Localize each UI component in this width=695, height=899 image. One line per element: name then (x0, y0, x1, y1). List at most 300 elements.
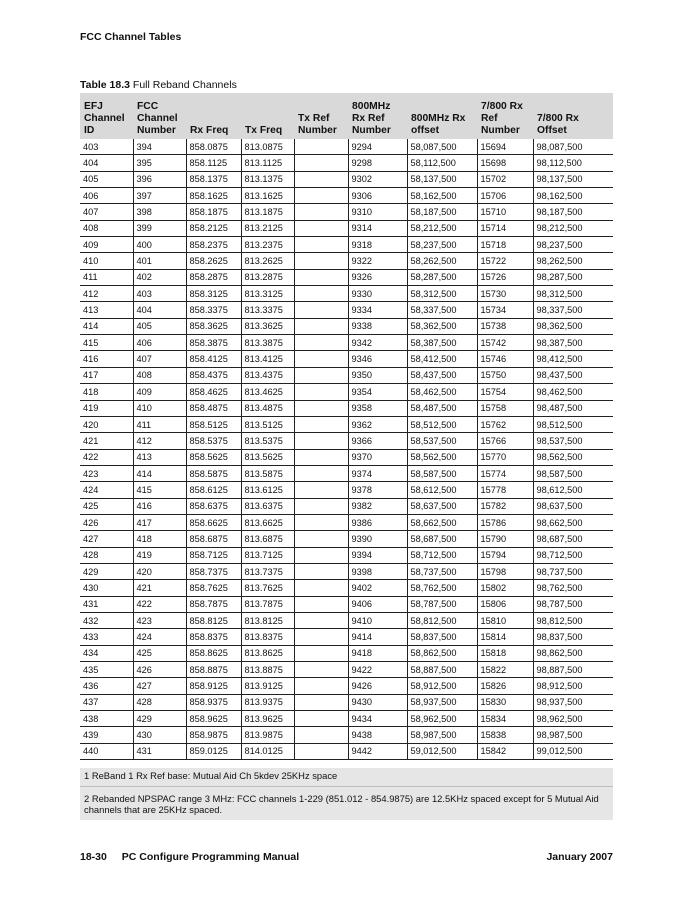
cell-7-800-rx-offset: 98,837,500 (533, 629, 613, 645)
cell-800mhz-rx-ref-number: 9334 (348, 302, 407, 318)
col-header-800mhz-rx-offset: 800MHz Rx offset (407, 93, 477, 139)
cell-efj-channel-id: 440 (80, 743, 133, 759)
cell-tx-freq: 813.4375 (241, 367, 294, 383)
cell-tx-ref-number (294, 253, 348, 269)
cell-7-800-rx-offset: 98,262,500 (533, 253, 613, 269)
cell-800mhz-rx-ref-number: 9390 (348, 531, 407, 547)
cell-7-800-rx-offset: 98,912,500 (533, 678, 613, 694)
cell-fcc-channel-number: 397 (133, 188, 186, 204)
table-row (80, 531, 613, 547)
cell-800mhz-rx-ref-number: 9398 (348, 563, 407, 579)
cell-fcc-channel-number: 420 (133, 563, 186, 579)
table-row (80, 711, 613, 727)
cell-800mhz-rx-offset: 58,287,500 (407, 269, 477, 285)
cell-rx-freq: 858.6875 (186, 531, 241, 547)
col-header-efj-channel-id: EFJ Channel ID (80, 93, 133, 139)
cell-tx-ref-number (294, 596, 348, 612)
cell-7-800-rx-ref-number: 15838 (477, 727, 533, 743)
cell-fcc-channel-number: 401 (133, 253, 186, 269)
cell-7-800-rx-ref-number: 15710 (477, 204, 533, 220)
cell-tx-ref-number (294, 580, 348, 596)
table-row (80, 563, 613, 579)
cell-800mhz-rx-offset: 58,337,500 (407, 302, 477, 318)
cell-tx-freq: 813.0875 (241, 139, 294, 155)
cell-7-800-rx-ref-number: 15782 (477, 498, 533, 514)
cell-rx-freq: 858.1625 (186, 188, 241, 204)
table-row (80, 662, 613, 678)
cell-fcc-channel-number: 409 (133, 384, 186, 400)
col-header-7-800-rx-offset: 7/800 Rx Offset (533, 93, 613, 139)
cell-efj-channel-id: 422 (80, 449, 133, 465)
cell-efj-channel-id: 411 (80, 269, 133, 285)
cell-7-800-rx-offset: 98,237,500 (533, 237, 613, 253)
cell-efj-channel-id: 436 (80, 678, 133, 694)
cell-fcc-channel-number: 418 (133, 531, 186, 547)
cell-tx-freq: 813.4125 (241, 351, 294, 367)
cell-fcc-channel-number: 419 (133, 547, 186, 563)
cell-800mhz-rx-ref-number: 9314 (348, 220, 407, 236)
cell-800mhz-rx-ref-number: 9386 (348, 514, 407, 530)
reband-channels-table (80, 93, 613, 760)
cell-rx-freq: 858.5375 (186, 433, 241, 449)
cell-fcc-channel-number: 403 (133, 286, 186, 302)
cell-rx-freq: 858.7625 (186, 580, 241, 596)
cell-efj-channel-id: 406 (80, 188, 133, 204)
cell-tx-ref-number (294, 220, 348, 236)
cell-efj-channel-id: 414 (80, 318, 133, 334)
cell-7-800-rx-offset: 98,412,500 (533, 351, 613, 367)
table-row (80, 678, 613, 694)
cell-800mhz-rx-ref-number: 9378 (348, 482, 407, 498)
cell-tx-freq: 813.6375 (241, 498, 294, 514)
cell-efj-channel-id: 413 (80, 302, 133, 318)
cell-tx-freq: 813.5125 (241, 416, 294, 432)
cell-rx-freq: 858.5875 (186, 465, 241, 481)
cell-fcc-channel-number: 424 (133, 629, 186, 645)
table-row (80, 237, 613, 253)
cell-7-800-rx-offset: 98,862,500 (533, 645, 613, 661)
table-row (80, 384, 613, 400)
cell-800mhz-rx-ref-number: 9322 (348, 253, 407, 269)
cell-efj-channel-id: 439 (80, 727, 133, 743)
cell-7-800-rx-ref-number: 15794 (477, 547, 533, 563)
cell-7-800-rx-offset: 98,587,500 (533, 465, 613, 481)
cell-7-800-rx-offset: 98,387,500 (533, 335, 613, 351)
cell-7-800-rx-ref-number: 15786 (477, 514, 533, 530)
cell-800mhz-rx-offset: 59,012,500 (407, 743, 477, 759)
cell-7-800-rx-offset: 98,662,500 (533, 514, 613, 530)
cell-800mhz-rx-offset: 58,862,500 (407, 645, 477, 661)
cell-7-800-rx-ref-number: 15778 (477, 482, 533, 498)
table-row (80, 286, 613, 302)
cell-tx-ref-number (294, 188, 348, 204)
cell-efj-channel-id: 407 (80, 204, 133, 220)
cell-800mhz-rx-ref-number: 9434 (348, 711, 407, 727)
cell-rx-freq: 858.3125 (186, 286, 241, 302)
cell-800mhz-rx-offset: 58,512,500 (407, 416, 477, 432)
cell-tx-ref-number (294, 302, 348, 318)
table-row (80, 367, 613, 383)
cell-fcc-channel-number: 431 (133, 743, 186, 759)
table-row (80, 188, 613, 204)
cell-tx-ref-number (294, 645, 348, 661)
cell-800mhz-rx-ref-number: 9358 (348, 400, 407, 416)
cell-tx-freq: 813.3875 (241, 335, 294, 351)
cell-tx-freq: 813.3125 (241, 286, 294, 302)
cell-800mhz-rx-offset: 58,737,500 (407, 563, 477, 579)
cell-efj-channel-id: 437 (80, 694, 133, 710)
col-header-tx-freq: Tx Freq (241, 93, 294, 139)
cell-tx-freq: 813.8625 (241, 645, 294, 661)
table-row (80, 139, 613, 155)
cell-rx-freq: 859.0125 (186, 743, 241, 759)
cell-rx-freq: 858.6125 (186, 482, 241, 498)
cell-7-800-rx-offset: 98,312,500 (533, 286, 613, 302)
cell-800mhz-rx-offset: 58,212,500 (407, 220, 477, 236)
cell-fcc-channel-number: 400 (133, 237, 186, 253)
cell-800mhz-rx-offset: 58,262,500 (407, 253, 477, 269)
cell-fcc-channel-number: 399 (133, 220, 186, 236)
cell-tx-freq: 813.4875 (241, 400, 294, 416)
cell-efj-channel-id: 416 (80, 351, 133, 367)
cell-7-800-rx-ref-number: 15790 (477, 531, 533, 547)
cell-tx-ref-number (294, 269, 348, 285)
cell-7-800-rx-offset: 98,087,500 (533, 139, 613, 155)
table-row (80, 743, 613, 759)
cell-efj-channel-id: 404 (80, 155, 133, 171)
table-row (80, 416, 613, 432)
cell-tx-ref-number (294, 367, 348, 383)
cell-7-800-rx-offset: 98,887,500 (533, 662, 613, 678)
table-notes (80, 768, 613, 820)
cell-tx-ref-number (294, 498, 348, 514)
cell-efj-channel-id: 415 (80, 335, 133, 351)
cell-tx-freq: 813.8875 (241, 662, 294, 678)
table-row (80, 155, 613, 171)
page-number: 18-30 (80, 851, 107, 863)
cell-800mhz-rx-offset: 58,387,500 (407, 335, 477, 351)
cell-tx-ref-number (294, 482, 348, 498)
cell-tx-ref-number (294, 318, 348, 334)
cell-efj-channel-id: 408 (80, 220, 133, 236)
cell-tx-freq: 813.9375 (241, 694, 294, 710)
cell-7-800-rx-ref-number: 15834 (477, 711, 533, 727)
cell-7-800-rx-offset: 98,512,500 (533, 416, 613, 432)
table-row (80, 171, 613, 187)
cell-800mhz-rx-ref-number: 9438 (348, 727, 407, 743)
cell-7-800-rx-ref-number: 15818 (477, 645, 533, 661)
cell-7-800-rx-offset: 98,987,500 (533, 727, 613, 743)
cell-rx-freq: 858.5625 (186, 449, 241, 465)
cell-800mhz-rx-offset: 58,687,500 (407, 531, 477, 547)
cell-tx-freq: 814.0125 (241, 743, 294, 759)
cell-fcc-channel-number: 425 (133, 645, 186, 661)
cell-efj-channel-id: 426 (80, 514, 133, 530)
cell-tx-ref-number (294, 547, 348, 563)
cell-7-800-rx-ref-number: 15702 (477, 171, 533, 187)
table-row (80, 204, 613, 220)
running-head: FCC Channel Tables (80, 31, 182, 43)
cell-tx-freq: 813.3625 (241, 318, 294, 334)
cell-fcc-channel-number: 417 (133, 514, 186, 530)
cell-7-800-rx-ref-number: 15802 (477, 580, 533, 596)
cell-fcc-channel-number: 429 (133, 711, 186, 727)
cell-tx-freq: 813.6125 (241, 482, 294, 498)
cell-800mhz-rx-offset: 58,937,500 (407, 694, 477, 710)
cell-tx-ref-number (294, 416, 348, 432)
cell-tx-ref-number (294, 449, 348, 465)
table-row (80, 253, 613, 269)
cell-rx-freq: 858.8625 (186, 645, 241, 661)
cell-7-800-rx-offset: 98,287,500 (533, 269, 613, 285)
cell-rx-freq: 858.8125 (186, 612, 241, 628)
cell-7-800-rx-offset: 98,937,500 (533, 694, 613, 710)
cell-7-800-rx-ref-number: 15698 (477, 155, 533, 171)
cell-rx-freq: 858.2375 (186, 237, 241, 253)
cell-7-800-rx-offset: 98,162,500 (533, 188, 613, 204)
cell-7-800-rx-ref-number: 15814 (477, 629, 533, 645)
cell-efj-channel-id: 427 (80, 531, 133, 547)
cell-tx-ref-number (294, 465, 348, 481)
cell-7-800-rx-offset: 98,787,500 (533, 596, 613, 612)
cell-tx-freq: 813.7875 (241, 596, 294, 612)
cell-7-800-rx-ref-number: 15806 (477, 596, 533, 612)
cell-tx-freq: 813.7375 (241, 563, 294, 579)
cell-tx-ref-number (294, 531, 348, 547)
cell-fcc-channel-number: 421 (133, 580, 186, 596)
cell-efj-channel-id: 417 (80, 367, 133, 383)
cell-fcc-channel-number: 404 (133, 302, 186, 318)
cell-rx-freq: 858.7375 (186, 563, 241, 579)
cell-800mhz-rx-offset: 58,437,500 (407, 367, 477, 383)
cell-fcc-channel-number: 416 (133, 498, 186, 514)
cell-7-800-rx-offset: 98,437,500 (533, 367, 613, 383)
cell-7-800-rx-offset: 98,737,500 (533, 563, 613, 579)
cell-tx-ref-number (294, 711, 348, 727)
cell-800mhz-rx-ref-number: 9414 (348, 629, 407, 645)
cell-7-800-rx-offset: 98,112,500 (533, 155, 613, 171)
cell-7-800-rx-offset: 98,762,500 (533, 580, 613, 596)
cell-800mhz-rx-ref-number: 9318 (348, 237, 407, 253)
cell-fcc-channel-number: 430 (133, 727, 186, 743)
cell-7-800-rx-ref-number: 15734 (477, 302, 533, 318)
cell-fcc-channel-number: 408 (133, 367, 186, 383)
cell-800mhz-rx-ref-number: 9294 (348, 139, 407, 155)
cell-tx-freq: 813.6625 (241, 514, 294, 530)
cell-fcc-channel-number: 427 (133, 678, 186, 694)
cell-7-800-rx-offset: 98,337,500 (533, 302, 613, 318)
cell-800mhz-rx-ref-number: 9350 (348, 367, 407, 383)
cell-rx-freq: 858.8375 (186, 629, 241, 645)
cell-rx-freq: 858.1125 (186, 155, 241, 171)
cell-7-800-rx-offset: 98,962,500 (533, 711, 613, 727)
cell-tx-ref-number (294, 433, 348, 449)
cell-tx-ref-number (294, 400, 348, 416)
cell-efj-channel-id: 405 (80, 171, 133, 187)
table-row (80, 482, 613, 498)
cell-rx-freq: 858.5125 (186, 416, 241, 432)
cell-tx-freq: 813.8125 (241, 612, 294, 628)
cell-7-800-rx-offset: 98,612,500 (533, 482, 613, 498)
cell-800mhz-rx-ref-number: 9338 (348, 318, 407, 334)
cell-tx-ref-number (294, 351, 348, 367)
cell-800mhz-rx-offset: 58,362,500 (407, 318, 477, 334)
cell-tx-freq: 813.1875 (241, 204, 294, 220)
table-row (80, 302, 613, 318)
cell-fcc-channel-number: 428 (133, 694, 186, 710)
cell-7-800-rx-offset: 98,462,500 (533, 384, 613, 400)
cell-7-800-rx-ref-number: 15830 (477, 694, 533, 710)
cell-tx-ref-number (294, 155, 348, 171)
cell-efj-channel-id: 420 (80, 416, 133, 432)
cell-tx-freq: 813.1625 (241, 188, 294, 204)
col-header-7-800-rx-ref-number: 7/800 Rx Ref Number (477, 93, 533, 139)
cell-800mhz-rx-ref-number: 9310 (348, 204, 407, 220)
cell-7-800-rx-offset: 98,637,500 (533, 498, 613, 514)
cell-fcc-channel-number: 406 (133, 335, 186, 351)
cell-fcc-channel-number: 415 (133, 482, 186, 498)
cell-rx-freq: 858.2625 (186, 253, 241, 269)
cell-7-800-rx-offset: 98,487,500 (533, 400, 613, 416)
cell-800mhz-rx-ref-number: 9370 (348, 449, 407, 465)
cell-tx-ref-number (294, 694, 348, 710)
cell-tx-ref-number (294, 237, 348, 253)
cell-tx-freq: 813.1125 (241, 155, 294, 171)
cell-tx-ref-number (294, 678, 348, 694)
table-row (80, 498, 613, 514)
cell-800mhz-rx-offset: 58,662,500 (407, 514, 477, 530)
table-row (80, 269, 613, 285)
cell-800mhz-rx-ref-number: 9394 (348, 547, 407, 563)
cell-7-800-rx-ref-number: 15694 (477, 139, 533, 155)
cell-fcc-channel-number: 414 (133, 465, 186, 481)
cell-tx-ref-number (294, 743, 348, 759)
cell-tx-freq: 813.9125 (241, 678, 294, 694)
cell-800mhz-rx-ref-number: 9406 (348, 596, 407, 612)
cell-tx-freq: 813.5875 (241, 465, 294, 481)
cell-rx-freq: 858.4125 (186, 351, 241, 367)
cell-7-800-rx-ref-number: 15770 (477, 449, 533, 465)
cell-rx-freq: 858.4625 (186, 384, 241, 400)
cell-efj-channel-id: 430 (80, 580, 133, 596)
cell-7-800-rx-offset: 98,562,500 (533, 449, 613, 465)
cell-800mhz-rx-ref-number: 9346 (348, 351, 407, 367)
cell-rx-freq: 858.6625 (186, 514, 241, 530)
cell-fcc-channel-number: 396 (133, 171, 186, 187)
cell-7-800-rx-ref-number: 15714 (477, 220, 533, 236)
cell-fcc-channel-number: 411 (133, 416, 186, 432)
cell-7-800-rx-ref-number: 15750 (477, 367, 533, 383)
cell-efj-channel-id: 432 (80, 612, 133, 628)
cell-7-800-rx-offset: 98,812,500 (533, 612, 613, 628)
cell-fcc-channel-number: 402 (133, 269, 186, 285)
cell-fcc-channel-number: 407 (133, 351, 186, 367)
cell-efj-channel-id: 423 (80, 465, 133, 481)
table-row (80, 335, 613, 351)
cell-800mhz-rx-ref-number: 9330 (348, 286, 407, 302)
cell-800mhz-rx-offset: 58,587,500 (407, 465, 477, 481)
table-row (80, 694, 613, 710)
cell-7-800-rx-ref-number: 15754 (477, 384, 533, 400)
cell-800mhz-rx-offset: 58,412,500 (407, 351, 477, 367)
cell-fcc-channel-number: 422 (133, 596, 186, 612)
cell-7-800-rx-ref-number: 15826 (477, 678, 533, 694)
cell-800mhz-rx-offset: 58,762,500 (407, 580, 477, 596)
cell-7-800-rx-ref-number: 15822 (477, 662, 533, 678)
cell-rx-freq: 858.3375 (186, 302, 241, 318)
cell-tx-freq: 813.4625 (241, 384, 294, 400)
cell-rx-freq: 858.7125 (186, 547, 241, 563)
cell-efj-channel-id: 424 (80, 482, 133, 498)
cell-efj-channel-id: 428 (80, 547, 133, 563)
cell-rx-freq: 858.9375 (186, 694, 241, 710)
cell-rx-freq: 858.1375 (186, 171, 241, 187)
cell-800mhz-rx-offset: 58,087,500 (407, 139, 477, 155)
cell-tx-freq: 813.2625 (241, 253, 294, 269)
cell-rx-freq: 858.9875 (186, 727, 241, 743)
cell-rx-freq: 858.3625 (186, 318, 241, 334)
table-row (80, 465, 613, 481)
cell-rx-freq: 858.8875 (186, 662, 241, 678)
cell-efj-channel-id: 403 (80, 139, 133, 155)
cell-efj-channel-id: 412 (80, 286, 133, 302)
table-row (80, 449, 613, 465)
cell-efj-channel-id: 410 (80, 253, 133, 269)
cell-tx-freq: 813.7625 (241, 580, 294, 596)
cell-800mhz-rx-offset: 58,487,500 (407, 400, 477, 416)
cell-rx-freq: 858.2125 (186, 220, 241, 236)
cell-efj-channel-id: 433 (80, 629, 133, 645)
cell-7-800-rx-ref-number: 15722 (477, 253, 533, 269)
cell-tx-freq: 813.7125 (241, 547, 294, 563)
cell-800mhz-rx-ref-number: 9410 (348, 612, 407, 628)
cell-fcc-channel-number: 394 (133, 139, 186, 155)
table-caption (80, 79, 237, 91)
cell-rx-freq: 858.7875 (186, 596, 241, 612)
table-row (80, 220, 613, 236)
col-header-800mhz-rx-ref-number: 800MHz Rx Ref Number (348, 93, 407, 139)
cell-tx-ref-number (294, 727, 348, 743)
cell-7-800-rx-ref-number: 15774 (477, 465, 533, 481)
cell-efj-channel-id: 418 (80, 384, 133, 400)
cell-efj-channel-id: 434 (80, 645, 133, 661)
cell-7-800-rx-ref-number: 15798 (477, 563, 533, 579)
cell-800mhz-rx-offset: 58,462,500 (407, 384, 477, 400)
cell-7-800-rx-ref-number: 15730 (477, 286, 533, 302)
cell-tx-freq: 813.2125 (241, 220, 294, 236)
cell-7-800-rx-ref-number: 15742 (477, 335, 533, 351)
cell-800mhz-rx-ref-number: 9366 (348, 433, 407, 449)
cell-efj-channel-id: 431 (80, 596, 133, 612)
cell-efj-channel-id: 421 (80, 433, 133, 449)
cell-800mhz-rx-ref-number: 9426 (348, 678, 407, 694)
cell-efj-channel-id: 419 (80, 400, 133, 416)
cell-800mhz-rx-offset: 58,312,500 (407, 286, 477, 302)
cell-efj-channel-id: 409 (80, 237, 133, 253)
cell-tx-ref-number (294, 139, 348, 155)
cell-rx-freq: 858.9625 (186, 711, 241, 727)
cell-tx-ref-number (294, 514, 348, 530)
cell-tx-ref-number (294, 286, 348, 302)
table-row (80, 645, 613, 661)
cell-7-800-rx-ref-number: 15726 (477, 269, 533, 285)
cell-7-800-rx-offset: 98,212,500 (533, 220, 613, 236)
cell-7-800-rx-offset: 98,137,500 (533, 171, 613, 187)
cell-efj-channel-id: 425 (80, 498, 133, 514)
cell-7-800-rx-ref-number: 15758 (477, 400, 533, 416)
cell-tx-freq: 813.6875 (241, 531, 294, 547)
cell-800mhz-rx-ref-number: 9362 (348, 416, 407, 432)
